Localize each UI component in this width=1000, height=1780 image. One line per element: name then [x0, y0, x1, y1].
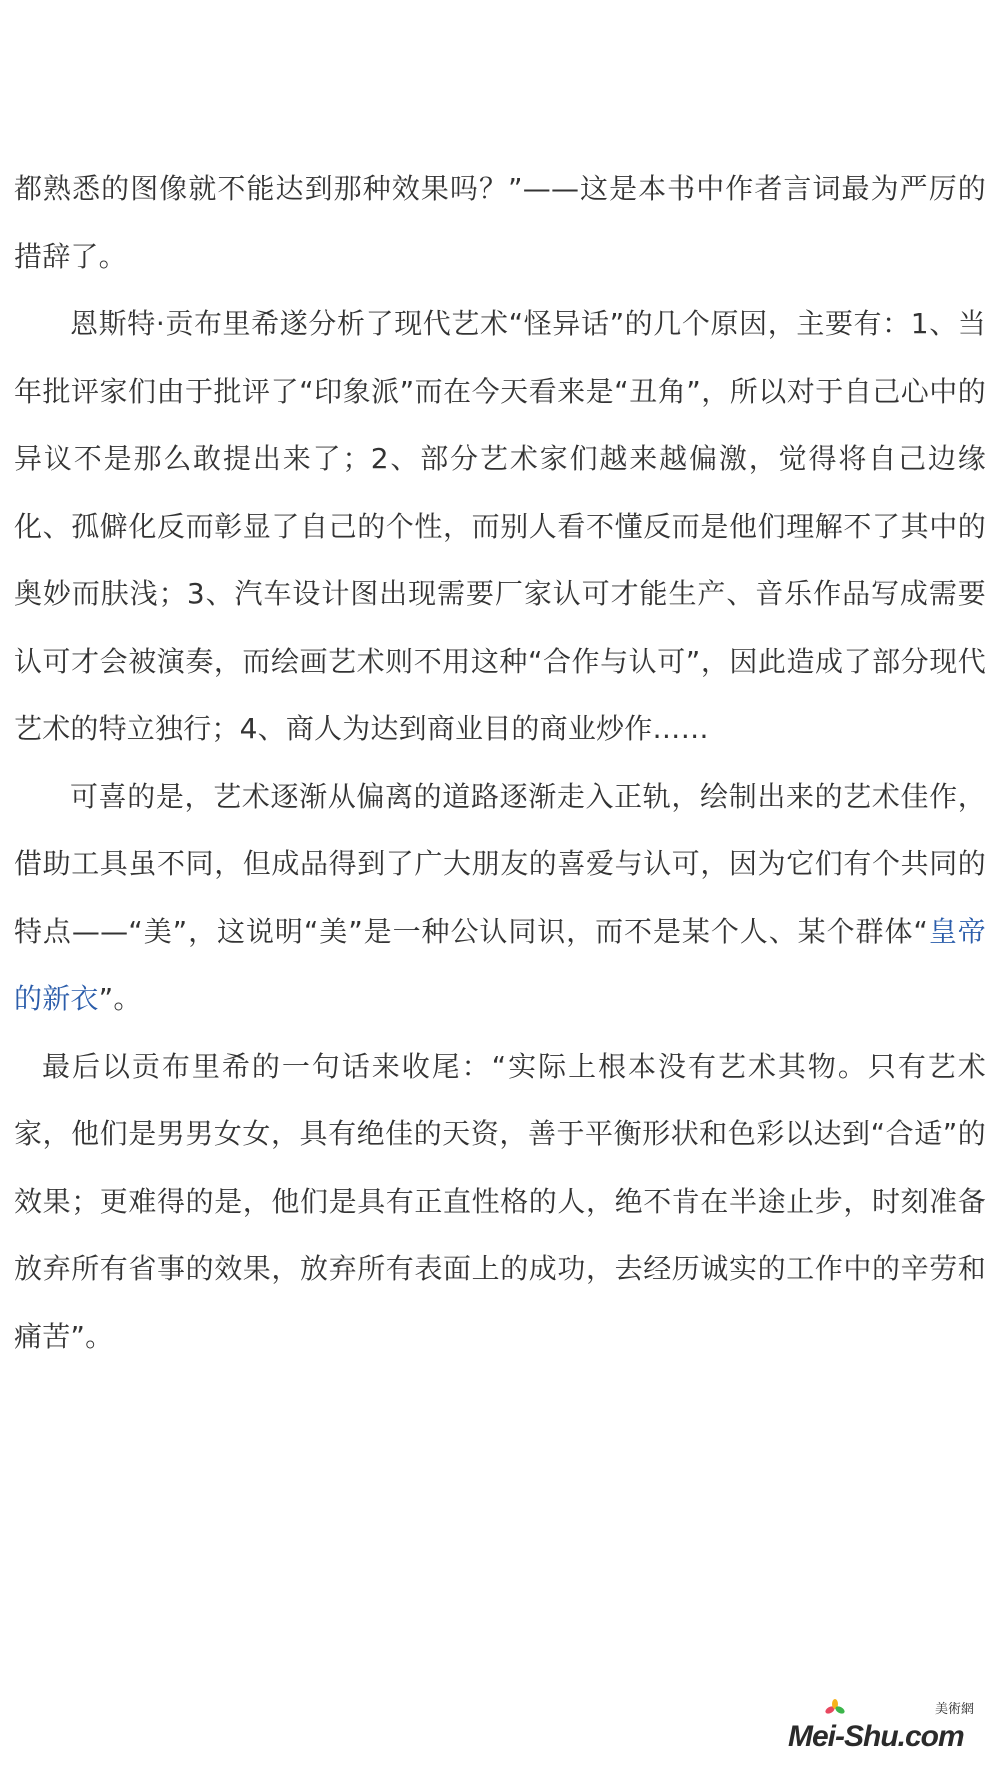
- paragraph-4: 最后以贡布里希的一句话来收尾：“实际上根本没有艺术其物。只有艺术家，他们是男男女女，具有绝佳的天资，善于平衡形状和色彩以达到“合适”的效果；更难得的是，他们是具有正直性格的人，绝不肯在半途止步，时刻准备放弃所有省事的效果，放弃所有表面上的成功，去经历诚实的工作中的辛劳和痛苦”。: [14, 1049, 987, 1353]
- article-body: [14, 155, 986, 1370]
- paragraph-2: 恩斯特·贡布里希遂分析了现代艺术“怪异话”的几个原因，主要有：1、当年批评家们由于批评了“印象派”而在今天看来是“丑角”，所以对于自己心中的异议不是那么敢提出来了；2、部分艺术家们越来越偏激，觉得将自己边缘化、孤僻化反而彰显了自己的个性，而别人看不懂反而是他们理解不了其中的奥妙而肤浅；3、汽车设计图出现需要厂家认可才能生产、音乐作品写成需要认可才会被演奏，而绘画艺术则不用这种“合作与认可”，因此造成了部分现代艺术的特立独行；4、商人为达到商业目的商业炒作……: [14, 307, 987, 745]
- paragraph-3: [14, 763, 986, 1033]
- paragraph-3-end: ”。: [98, 982, 142, 1015]
- emperor-new-clothes-link[interactable]: 皇帝的新衣: [14, 914, 986, 1015]
- site-watermark-logo: [788, 1698, 978, 1754]
- paragraph-3-text: 可喜的是，艺术逐渐从偏离的道路逐渐走入正轨，绘制出来的艺术佳作，借助工具虽不同，但成品得到了广大朋友的喜爱与认可，因为它们有个共同的特点——“美”，这说明“美”是一种公认同识，而不是某个人、某个群体“: [14, 779, 986, 948]
- paragraph-1: 都熟悉的图像就不能达到那种效果吗？”——这是本书中作者言词最为严厉的措辞了。: [14, 172, 986, 273]
- flower-logo-icon: [822, 1698, 848, 1718]
- watermark-logo-text: Mei-Shu.com: [788, 1720, 964, 1753]
- watermark-cn-text: 美術網: [934, 1702, 974, 1717]
